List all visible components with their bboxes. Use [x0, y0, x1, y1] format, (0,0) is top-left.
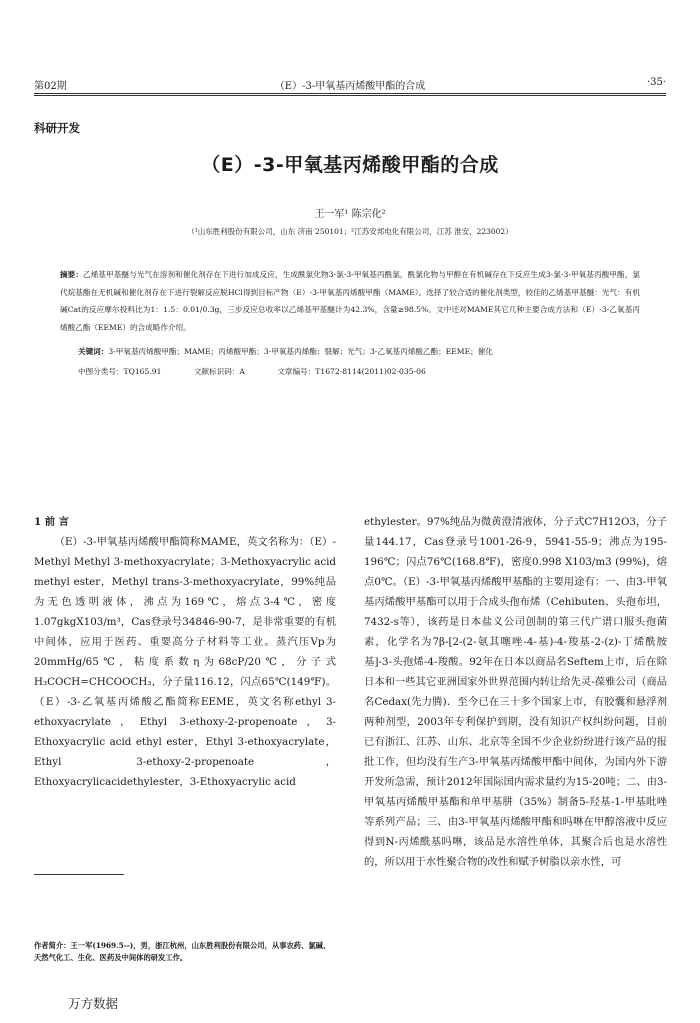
header-issue: 第02期 — [34, 81, 67, 92]
keywords — [78, 344, 638, 359]
right-column-paragraph: ethylester。97%纯品为微黄澄清液体，分子式C7H12O3，分子量144.17，Cas登录号1001-26-9，5941-55-9；沸点为195-196℃；闪点76℃(168.8℉)，密度0.998 X103/m3 (99%)，熔点0℃。（E）-3-甲氧基丙烯酸甲基酯的主要用途有：一、由3-甲氧基丙烯酸甲基酯可以用于合成头孢布烯（Cehibuten、头孢布坦，7432-s等），该药是日本盐义公司创制的第三代广谱口服头孢菌素，化学名为7β-[2-(2-氨其噻唑-4-基)-4-羧基-2-(z)-丁烯酰胺基]-3-头孢烯-4-羧酸。92年在日本以商品名Seftem上市，后在除日本和一些其它亚洲国家外世界范围内转让给先灵-葆雅公司（商品名Cedax(先力腾)．至今已在三十多个国家上市，有胶囊和悬浮剂两种剂型，2003年专利保护到期，没有知识产权纠纷问题，目前已有浙江、江苏、山东、北京等全国不少企业纷纷进行该产品的报批工作，但均没有生产3-甲氧基丙烯酸甲酯中间体，为国内外下游开发所急需，预计2012年国际国内需求量约为15-20吨；二、由3-甲氧基丙烯酸甲基酯和单甲基肼（35%）制备5-羟基-1-甲基吡唑等系列产品；三、由3-甲氧基丙烯酸甲酯和吗啉在甲醇溶液中反应得到N-丙烯酰基吗啉，该品是水溶性单体，其聚合后也是水溶性的，所以用于水性聚合物的改性和赋予树脂以亲水性，可 — [364, 516, 667, 868]
keywords-text: 3-甲氧基丙烯酸甲酯；MAME；丙烯酸甲酯；3-甲氧基丙烯酯；裂解；光气；3-乙氧基丙烯酸乙酯；EEME；催化 — [108, 347, 493, 356]
paper-title: （E）-3-甲氧基丙烯酸甲酯的合成 — [201, 154, 499, 176]
header-page-number: ·35· — [646, 77, 666, 88]
header-rule — [34, 93, 666, 94]
watermark: 万方数据 — [68, 996, 119, 1011]
abstract — [60, 266, 640, 336]
affiliations: （¹山东胜利股份有限公司，山东 济南 250101；²江苏安邦电化有限公司，江苏 淮安，223002） — [187, 227, 513, 236]
footnote-rule — [34, 874, 124, 875]
header-running-title: （E）-3-甲氧基丙烯酸甲酯的合成 — [274, 81, 426, 92]
document-code: 文献标识码：A — [193, 367, 245, 376]
right-column — [364, 512, 667, 872]
left-column — [34, 512, 336, 792]
article-number: 文章编号：T1672-8114(2011)02-035-06 — [277, 367, 426, 376]
authors: 王一军¹ 陈宗化² — [314, 209, 386, 220]
abstract-text: 乙烯基甲基醚与光气在溶剂和催化剂存在下进行加成反应，生成酰氯化物3-氯-3-甲氧基丙酰氯，酰氯化物与甲醇在有机碱存在下反应生成3-氯-3-甲氧基丙酸甲酯，氯代烷基酯在无机碱和催化剂存在下进行裂解反应脱HCl得到目标产物（E）-3-甲氧基丙烯酸甲酯（MAME）。选择了较合适的催化剂类型，较佳的乙烯基甲基醚：光气：有机碱Cat的反应摩尔投料比为1：1.5：0.01/0.3g，三步反应总收率以乙烯基甲基醚计为42.3%，含量≥98.5%。文中还对MAME其它几种主要合成方法和（E）-3-乙氧基丙烯酸乙酯（EEME）的合成略作介绍。 — [60, 270, 640, 332]
clc-number: 中图分类号：TQ165.91 — [78, 367, 162, 376]
author-footnote: 作者简介：王一军(1969.5--)，男，浙江杭州，山东胜利股份有限公司，从事农药、氯碱、天然气化工、生化、医药及中间体的研发工作。 — [34, 941, 331, 962]
section-label: 科研开发 — [34, 121, 80, 135]
header-rule-secondary — [34, 95, 666, 96]
left-column-paragraph: （E）-3-甲氧基丙烯酸甲酯简称MAME，英文名称为：（E）-Methyl Methyl 3-methoxyacrylate；3-Methoxyacrylic acid methyl ester，Methyl trans-3-methoxyacrylate，99%纯品为无色透明液体，沸点为169℃，熔点3-4℃，密度1.07gkgX103/m³，Cas登录号34846-90-7，是非常重要的有机中间体，应用于医药、重要高分子材料等工业。蒸汽压Vp为20mmHg/65℃，粘度系数η为68cP/20℃，分子式H₃COCH=CHCOOCH₃，分子量116.12，闪点65℃(149℉)。（E）-3-乙氧基丙烯酸乙酯简称EEME，英文名称ethyl 3-ethoxyacrylate，Ethyl 3-ethoxy-2-propenoate，3-Ethoxyacrylic acid ethyl ester，Ethyl 3-ethoxyacrylate，Ethyl 3-ethoxy-2-propenoate，Ethoxyacrylicacidethylester，3-Ethoxyacrylic acid — [34, 536, 336, 788]
keywords-label: 关键词： — [78, 347, 109, 356]
section-heading-introduction: 1 前 言 — [34, 516, 69, 528]
classification-line — [78, 366, 456, 377]
abstract-label: 摘要： — [60, 270, 84, 279]
